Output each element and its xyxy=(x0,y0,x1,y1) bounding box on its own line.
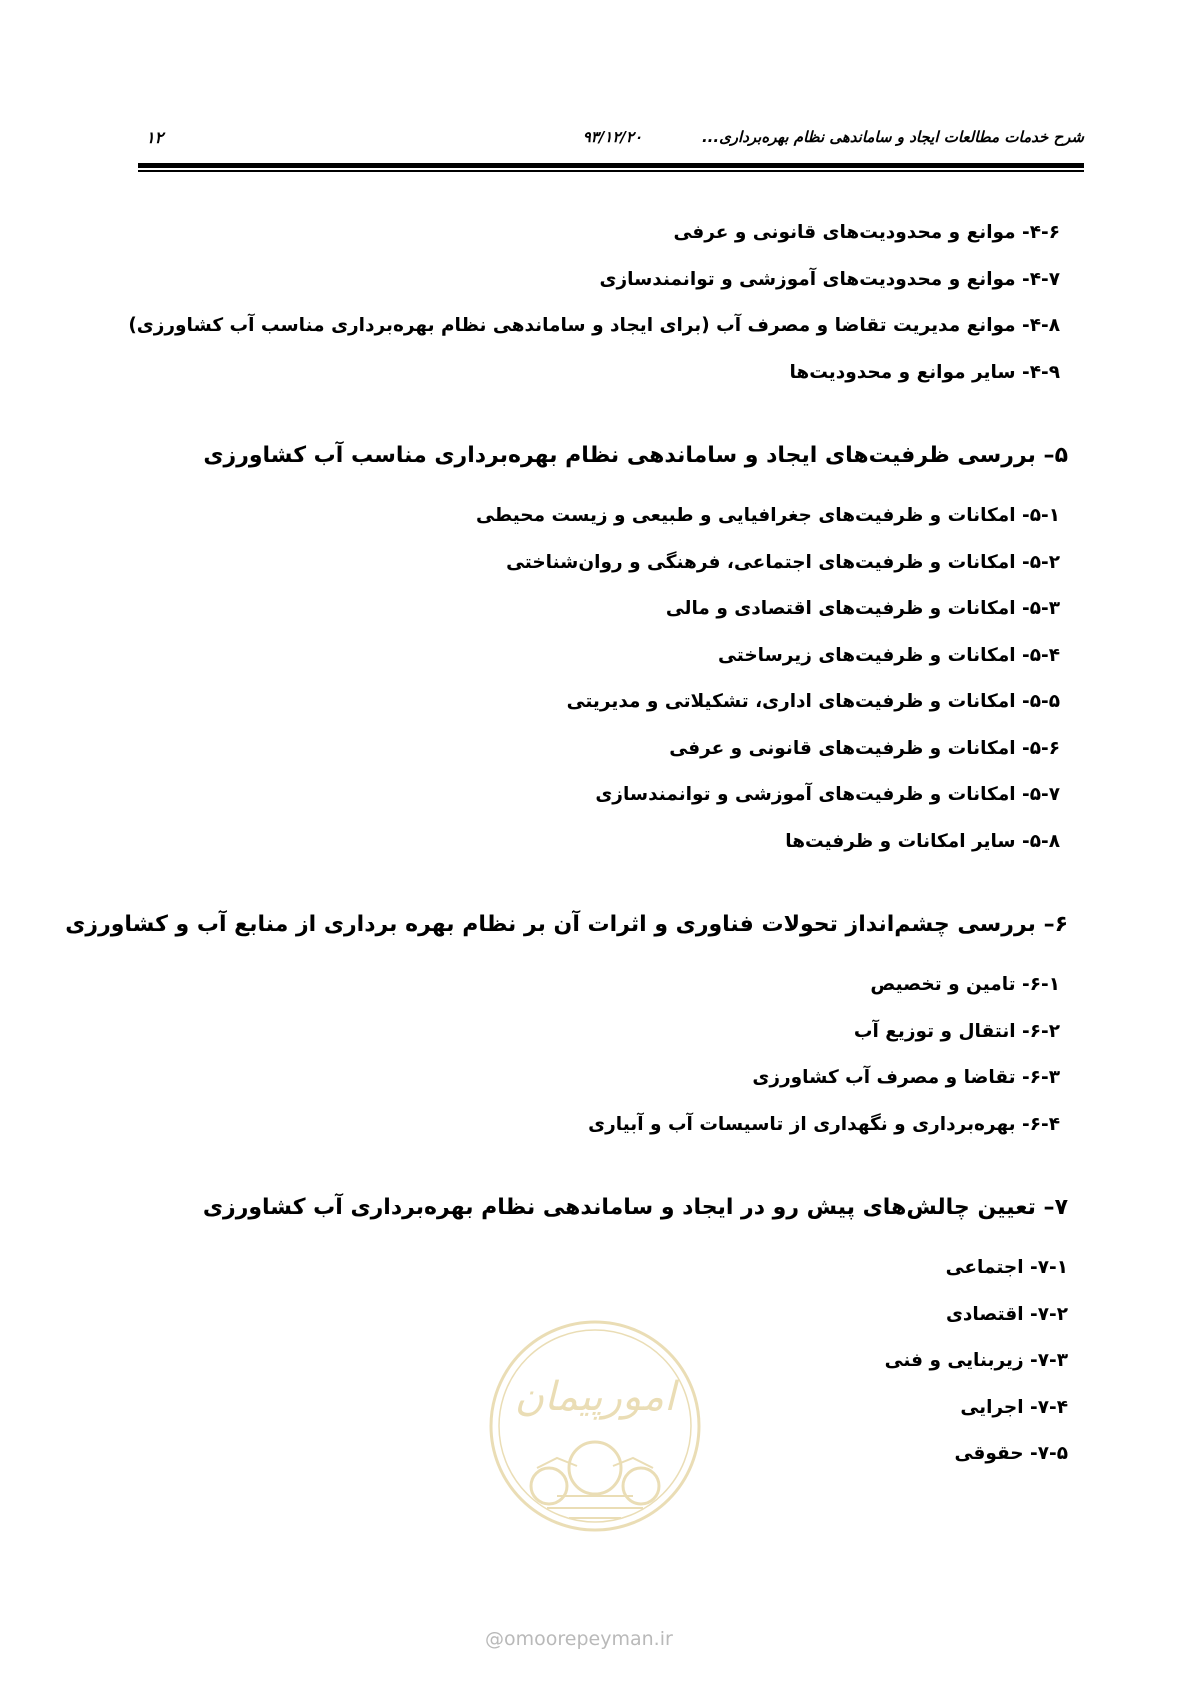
svg-text:امورپیمان: امورپیمان xyxy=(514,1374,676,1420)
list-item: ۵-۸- سایر امکانات و ظرفیت‌ها xyxy=(785,830,1060,852)
list-item: ۵-۳- امکانات و ظرفیت‌های اقتصادی و مالی xyxy=(665,598,1060,619)
header-rule-thick xyxy=(138,163,1084,168)
section-6-heading: ۶– بررسی چشم‌انداز تحولات فناوری و اثرات آن بر نظام بهره برداری از منابع آب و کشاورزی xyxy=(65,912,1068,937)
page-header xyxy=(138,128,1084,154)
section-5-heading: ۵– بررسی ظرفیت‌های ایجاد و ساماندهی نظام بهره‌برداری مناسب آب کشاورزی xyxy=(203,443,1068,468)
list-item: ۶-۱- تامین و تخصیص xyxy=(870,974,1060,995)
list-item: ۴-۸- موانع مدیریت تقاضا و مصرف آب (برای ایجاد و ساماندهی نظام بهره‌برداری مناسب آب کشاورزی) xyxy=(128,315,1060,336)
watermark-site: omoorepeyman.ir xyxy=(504,1628,673,1650)
list-item: ۷-۱- اجتماعی xyxy=(945,1257,1068,1278)
list-item: ۵-۱- امکانات و ظرفیت‌های جغرافیایی و طبیعی و زیست محیطی xyxy=(476,505,1060,526)
list-item: ۷-۲- اقتصادی xyxy=(945,1303,1068,1325)
page-content xyxy=(65,210,1068,1478)
section-7-heading: ۷– تعیین چالش‌های پیش رو در ایجاد و ساماندهی نظام بهره‌برداری آب کشاورزی xyxy=(202,1195,1068,1220)
section-4-items xyxy=(128,210,1060,396)
header-rule-thin xyxy=(138,170,1084,172)
list-item: ۶-۴- بهره‌برداری و نگهداری از تاسیسات آب و آبیاری xyxy=(588,1113,1060,1135)
page-number: ۱۲ xyxy=(146,128,164,147)
list-item: ۵-۵- امکانات و ظرفیت‌های اداری، تشکیلاتی و مدیریتی xyxy=(566,691,1060,712)
list-item: ۵-۷- امکانات و ظرفیت‌های آموزشی و توانمندسازی xyxy=(595,784,1060,805)
list-item: ۵-۴- امکانات و ظرفیت‌های زیرساختی xyxy=(718,644,1060,666)
list-item: ۶-۳- تقاضا و مصرف آب کشاورزی xyxy=(752,1067,1060,1088)
watermark-site-text: @omoorepeyman.ir xyxy=(485,1628,673,1650)
list-item: ۷-۳- زیربنایی و فنی xyxy=(884,1350,1068,1371)
list-item: ۷-۴- اجرایی xyxy=(960,1396,1068,1418)
document-title: شرح خدمات مطالعات ایجاد و ساماندهی نظام بهره‌برداری... xyxy=(701,128,1084,146)
list-item: ۴-۹- سایر موانع و محدودیت‌ها xyxy=(789,361,1060,383)
list-item: ۴-۶- موانع و محدودیت‌های قانونی و عرفی xyxy=(673,222,1060,243)
list-item: ۷-۵- حقوقی xyxy=(954,1443,1068,1464)
list-item: ۶-۲- انتقال و توزیع آب xyxy=(853,1020,1060,1042)
list-item: ۵-۶- امکانات و ظرفیت‌های قانونی و عرفی xyxy=(669,737,1060,759)
watermark-seal-icon xyxy=(487,1318,703,1534)
section-5-items xyxy=(180,493,1060,865)
section-6-items xyxy=(180,962,1060,1148)
document-date: ۹۳/۱۲/۲۰ xyxy=(582,128,642,146)
list-item: ۴-۷- موانع و محدودیت‌های آموزشی و توانمندسازی xyxy=(599,268,1060,290)
list-item: ۵-۲- امکانات و ظرفیت‌های اجتماعی، فرهنگی و روان‌شناختی xyxy=(506,551,1060,573)
